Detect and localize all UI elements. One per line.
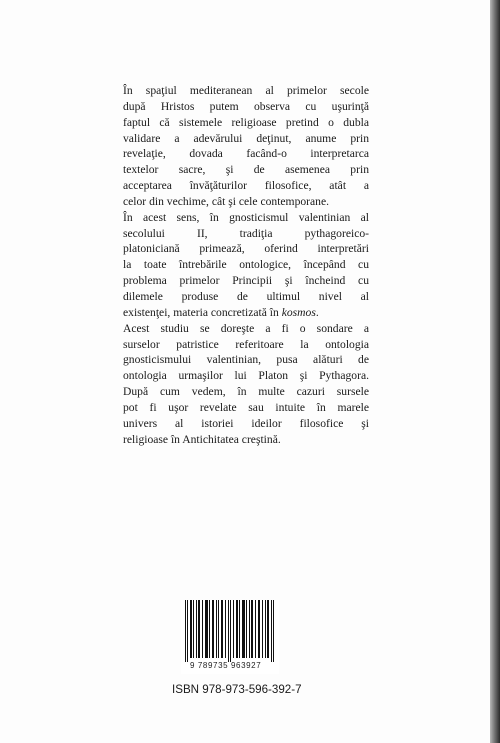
- blurb-line: Acest studiu se doreşte a fi o sondare a: [123, 321, 369, 335]
- kosmos-word: kosmos: [281, 305, 316, 319]
- blurb-line: pot fi uşor revelate sau intuite în marele: [123, 400, 369, 414]
- cover-edge: [490, 0, 500, 743]
- kosmos-suffix: .: [315, 305, 319, 319]
- blurb-line: religioase în Antichitatea creştină.: [123, 432, 281, 446]
- blurb-line: ontologia urmaşilor lui Platon şi Pythagora.: [123, 369, 369, 383]
- blurb-line-kosmos: [123, 305, 369, 321]
- isbn-number: ISBN 978-973-596-392-7: [172, 683, 302, 696]
- blurb-line: la toate întrebările ontologice, începând cu: [123, 258, 369, 272]
- blurb-line: surselor patristice referitoare la ontologia: [123, 337, 369, 351]
- blurb-line: faptul că sistemele religioase pretind o dubla: [123, 115, 369, 129]
- blurb-line: dilemele produse de ultimul nivel al: [123, 289, 369, 303]
- blurb-line: după Hristos putem observa cu uşurinţă: [123, 99, 369, 113]
- blurb-line: gnosticismului valentinian, pusa alături de: [123, 353, 369, 367]
- blurb-line: secolului II, tradiţia pythagoreico-: [123, 226, 369, 240]
- blurb-line: revelaţie, dovada facând-o interpretarca: [123, 147, 369, 161]
- blurb-line: În acest sens, în gnosticismul valentinian al: [123, 210, 369, 224]
- blurb-line: textelor sacre, şi de asemenea prin: [123, 163, 369, 177]
- blurb-line: acceptarea învăţăturilor filosofice, atât a: [123, 179, 369, 193]
- blurb-line: problema primelor Principii şi încheind cu: [123, 274, 369, 288]
- blurb-line: validare a adevărului deţinut, anume prin: [123, 131, 369, 145]
- blurb-line: celor din vechime, cât şi cele contemporane.: [123, 194, 330, 208]
- blurb-line: univers al istoriei ideilor filosofice şi: [123, 416, 369, 430]
- blurb-line: După cum vedem, în multe cazuri sursele: [123, 385, 369, 399]
- barcode-bars: [181, 600, 279, 662]
- barcode-digits: 9 789735 963927: [190, 661, 262, 670]
- blurb-text: [123, 83, 369, 447]
- blurb-line: În spaţiul mediteranean al primelor secole: [123, 84, 369, 97]
- blurb-line-text: existenţei, materia concretizată în: [123, 305, 282, 319]
- blurb-line: platoniciană primează, oferind interpretări: [123, 242, 369, 256]
